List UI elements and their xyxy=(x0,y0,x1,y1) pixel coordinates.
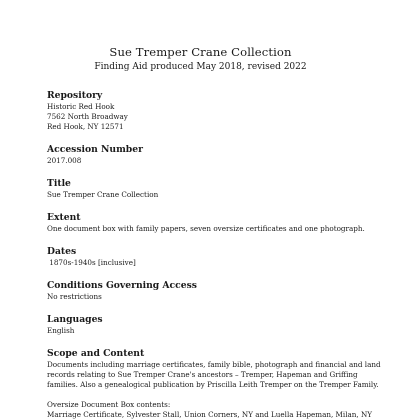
oversize-line: Marriage Certificate, Sylvester Stall, Union Corners, NY and Luella Hapeman, Milan, NY xyxy=(47,410,373,419)
title-section xyxy=(47,178,360,200)
access-heading: Conditions Governing Access xyxy=(47,280,197,291)
title-block xyxy=(41,45,360,74)
document-subtitle: Finding Aid produced May 2018, revised 2022 xyxy=(94,62,307,72)
accession-section xyxy=(47,144,360,166)
repository-heading: Repository xyxy=(47,90,103,101)
oversize-heading: Oversize Document Box contents: xyxy=(47,400,171,409)
sections xyxy=(47,90,381,420)
access-section xyxy=(47,280,360,302)
extent-value: One document box with family papers, seven oversize certificates and one photograph. xyxy=(47,224,365,233)
access-value: No restrictions xyxy=(47,292,102,301)
extent-heading: Extent xyxy=(47,212,81,223)
paragraph-spacer xyxy=(47,390,360,400)
accession-value: 2017.008 xyxy=(47,156,82,165)
scope-section xyxy=(47,348,381,420)
accession-heading: Accession Number xyxy=(47,144,143,155)
scope-line: families. Also a genealogical publication by Priscilla Leith Tremper on the Tremper Family. xyxy=(47,380,379,389)
title-value: Sue Tremper Crane Collection xyxy=(47,190,159,199)
document-title: Sue Tremper Crane Collection xyxy=(109,45,292,59)
dates-section xyxy=(47,246,360,268)
extent-section xyxy=(47,212,365,234)
repository-line: 7562 North Broadway xyxy=(47,112,128,121)
languages-section xyxy=(47,314,360,336)
languages-heading: Languages xyxy=(47,314,103,325)
dates-value: 1870s-1940s [inclusive] xyxy=(47,258,136,267)
repository-line: Red Hook, NY 12571 xyxy=(47,122,124,131)
repository-section xyxy=(47,90,360,132)
scope-line: records relating to Sue Tremper Crane's ancestors – Tremper, Hapeman and Griffing xyxy=(47,370,358,379)
repository-line: Historic Red Hook xyxy=(47,102,115,111)
dates-heading: Dates xyxy=(47,246,77,257)
languages-value: English xyxy=(47,326,75,335)
scope-heading: Scope and Content xyxy=(47,348,145,359)
scope-line: Documents including marriage certificates, family bible, photograph and financial and land xyxy=(47,360,381,369)
title-heading: Title xyxy=(47,178,71,189)
